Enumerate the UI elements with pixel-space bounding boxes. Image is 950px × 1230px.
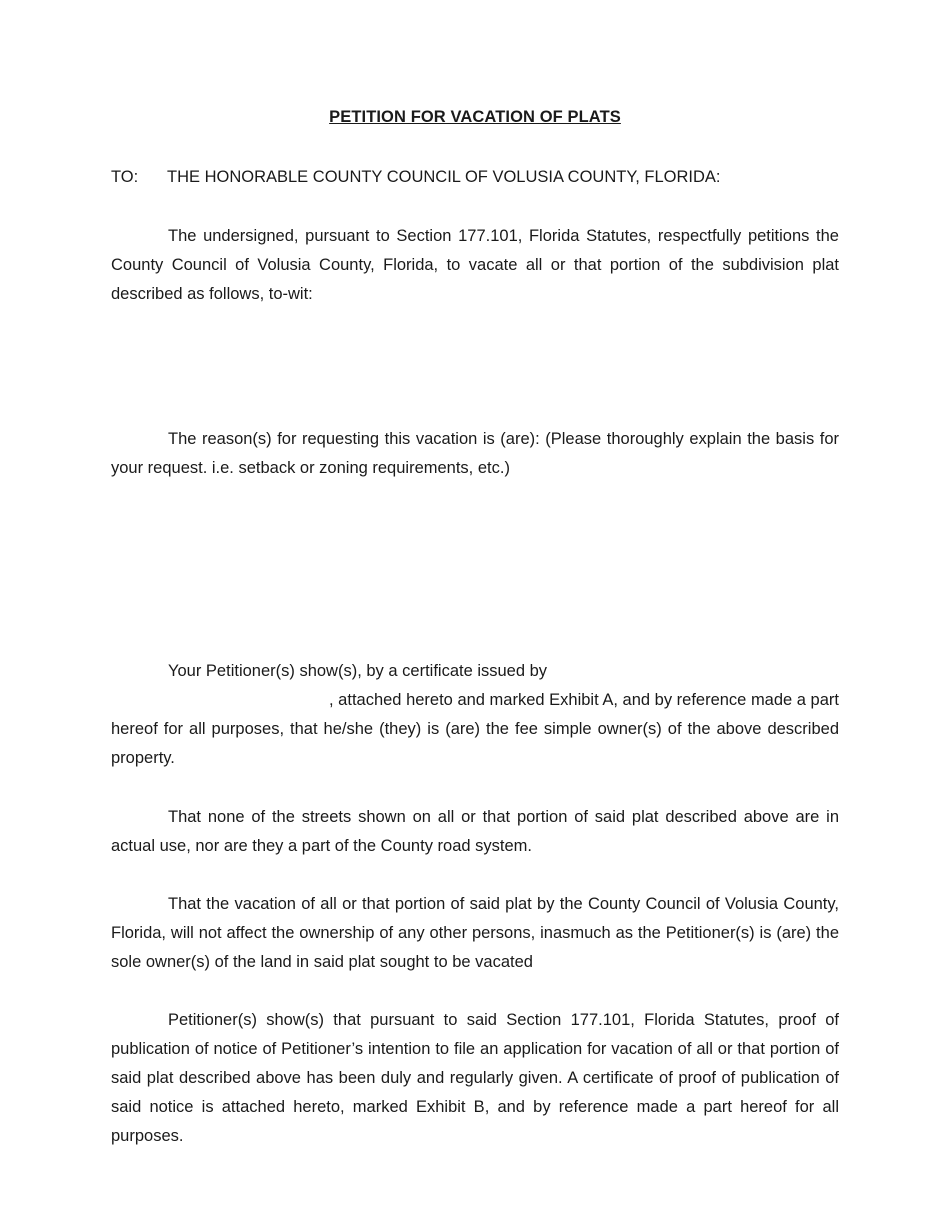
addressee-name: THE HONORABLE COUNTY COUNCIL OF VOLUSIA COUNTY, FLORIDA: xyxy=(167,168,721,186)
publication-notice-paragraph: Petitioner(s) show(s) that pursuant to said Section 177.101, Florida Statutes, proof of publication of notice of Petitioner’s intention to file an application for vacation of all or that portion of said plat described above has been duly and regularly given. A certificate of proof of publication of said notice is attached hereto, marked Exhibit B, and by reference made a part hereof for all purposes. xyxy=(111,1011,839,1145)
streets-not-in-use-paragraph: That none of the streets shown on all or that portion of said plat described above are in actual use, nor are they a part of the County road system. xyxy=(111,808,839,855)
petition-intro-paragraph: The undersigned, pursuant to Section 177.101, Florida Statutes, respectfully petitions the County Council of Volusia County, Florida, to vacate all or that portion of the subdivision plat described as follows, to-wit: xyxy=(111,227,839,303)
ownership-line-1: Your Petitioner(s) show(s), by a certificate issued by xyxy=(168,662,548,680)
ownership-certificate-paragraph xyxy=(111,657,839,773)
document-title: PETITION FOR VACATION OF PLATS xyxy=(329,108,621,126)
ownership-line-rest: hereof for all purposes, that he/she (they) is (are) the fee simple owner(s) of the above described property. xyxy=(111,720,839,767)
ownership-unaffected-paragraph: That the vacation of all or that portion of said plat by the County Council of Volusia County, Florida, will not affect the ownership of any other persons, inasmuch as the Petitioner(s) is (are) the sole owner(s) of the land in said plat sought to be vacated xyxy=(111,895,839,971)
reason-paragraph: The reason(s) for requesting this vacation is (are): (Please thoroughly explain the basis for your request. i.e. setback or zoning requirements, etc.) xyxy=(111,430,839,477)
ownership-line-2: , attached hereto and marked Exhibit A, and by reference made a part xyxy=(329,691,839,709)
addressee-label: TO: xyxy=(111,168,139,186)
addressee-line xyxy=(111,168,841,187)
